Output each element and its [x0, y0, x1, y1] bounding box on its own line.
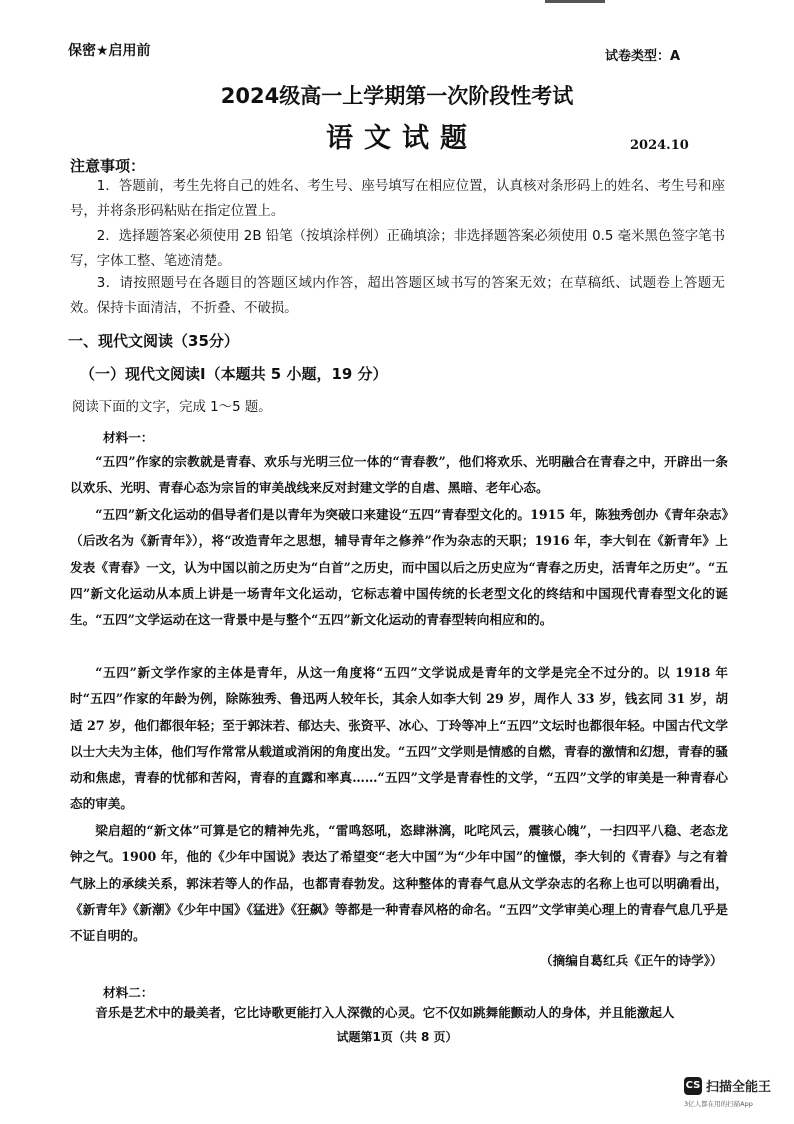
scan-edge-mark: [545, 0, 605, 3]
notes-heading: 注意事项：: [70, 157, 146, 175]
material-1-paragraph: “五四”作家的宗教就是青春、欢乐与光明三位一体的“青春教”，他们将欢乐、光明融合在青春之中，开辟出一条以欢乐、光明、青春心态为宗旨的审美战线来反对封建文学的自虐、黑暗、老年心态。: [70, 454, 728, 496]
material-1-paragraph: “五四”新文化运动的倡导者们是以青年为突破口来建设“五四”青春型文化的。1915 年，陈独秀创办《青年杂志》（后改名为《新青年》），将“改造青年之思想，辅导青年之修养”作为杂志的天职；1916 年，李大钊在《新青年》上发表《青春》一文，认为中国以前之历史为“白首”之历史，而中国以后之历史应为“青春之历史，活青年之历史”。“五四”新文化运动从本质上讲是一场青年文化运动，它标志着中国传统的长老型文化的终结和中国现代青春型文化的诞生。“五四”文学运动在这一背景中是与整个“五四”新文化运动的青春型转向相应和的。: [70, 507, 728, 628]
scanner-logo-icon: CS: [684, 1077, 702, 1095]
exam-title: 2024级高一上学期第一次阶段性考试: [220, 84, 574, 108]
scanner-app-name: 扫描全能王: [706, 1080, 772, 1095]
confidential-label: 保密★启用前: [68, 43, 151, 59]
section-heading: 一、现代文阅读（35分）: [68, 332, 239, 350]
material-1-paragraph: 梁启超的“新文体”可算是它的精神先兆，“雷鸣怒吼，恣肆淋漓，叱咤风云，震骇心魄”，一扫四平八稳、老态龙钟之气。1900 年，他的《少年中国说》表达了希望变“老大中国”为“少年中国”的憧憬，李大钊的《青春》与之有着气脉上的承续关系，郭沫若等人的作品，也都青春勃发。这种整体的青春气息从文学杂志的名称上也可以明确看出，《新青年》《新潮》《少年中国》《猛进》《狂飙》等都是一种青春风格的命名。“五四”文学审美心理上的青春气息几乎是不证自明的。: [70, 823, 728, 944]
exam-date: 2024.10: [630, 138, 689, 153]
scanner-watermark: [684, 1076, 771, 1095]
paper-type-label: 试卷类型：A: [605, 49, 681, 64]
page-footer: 试题第1页（共 8 页）: [336, 1030, 458, 1044]
scanner-app-tagline: 3亿人都在用的扫描App: [684, 1100, 753, 1108]
subject-title: 语文试题: [326, 123, 478, 154]
material-1-paragraph: “五四”新文学作家的主体是青年，从这一角度将“五四”文学说成是青年的文学是完全不过分的。以 1918 年时“五四”作家的年龄为例，除陈独秀、鲁迅两人较年长，其余人如李大钊 29 岁，周作人 33 岁，钱玄同 31 岁，胡适 27 岁，他们都很年轻；至于郭沫若、郁达夫、张资平、冰心、丁玲等冲上“五四”文坛时也都很年轻。中国古代文学以士大夫为主体，他们写作常常从载道或消闲的角度出发。“五四”文学则是情感的自燃，青春的激情和幻想，青春的骚动和焦虑，青春的忧郁和苦闷，青春的直露和率真……“五四”文学是青春性的文学，“五四”文学的审美是一种青春心态的审美。: [70, 665, 728, 812]
material-1-source: （摘编自葛红兵《正午的诗学》）: [540, 953, 723, 968]
note-item-3: 3．请按照题号在各题目的答题区域内作答，超出答题区域书写的答案无效；在草稿纸、试题卷上答题无效。保持卡面清洁，不折叠、不破损。: [70, 276, 725, 316]
note-item-2: 2．选择题答案必须使用 2B 铅笔（按填涂样例）正确填涂；非选择题答案必须使用 0.5 毫米黑色签字笔书写，字体工整、笔迹清楚。: [70, 229, 725, 269]
instruction-text: 阅读下面的文字，完成 1～5 题。: [72, 400, 272, 415]
subsection-heading: （一）现代文阅读Ⅰ（本题共 5 小题，19 分）: [80, 365, 388, 383]
material-2-paragraph: 音乐是艺术中的最美者，它比诗歌更能打入人深微的心灵。它不仅如跳舞能颤动人的身体，并且能激起人: [95, 1005, 675, 1020]
material-2-label: 材料二：: [103, 985, 154, 1000]
material-1-label: 材料一：: [103, 430, 154, 445]
note-item-1: 1．答题前，考生先将自己的姓名、考生号、座号填写在相应位置，认真核对条形码上的姓名、考生号和座号，并将条形码粘贴在指定位置上。: [70, 179, 725, 219]
